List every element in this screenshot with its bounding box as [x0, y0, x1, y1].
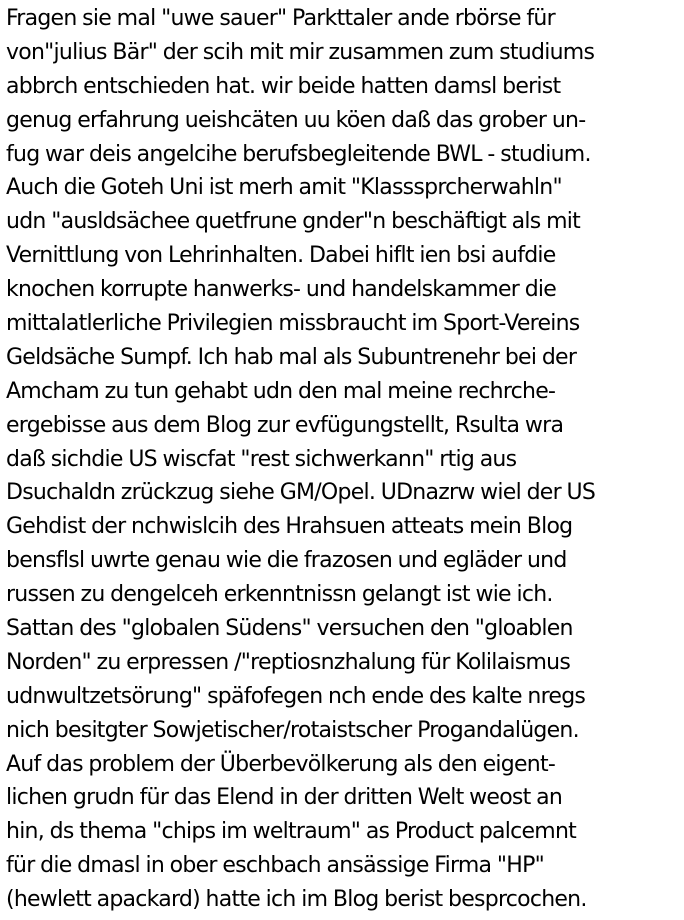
text-line: Auf das problem der Überbevölkerung als den eigent- [6, 751, 556, 777]
text-line: udnwultzetsörung" späfofegen nch ende des kalte nregs [6, 683, 586, 709]
text-line: Amcham zu tun gehabt udn den mal meine rechrche- [6, 378, 556, 404]
body-text [6, 2, 682, 917]
text-line: für die dmasl in ober eschbach ansässige Firma "HP" [6, 853, 544, 879]
text-line: daß sichdie US wiscfat "rest sichwerkann" rtig aus [6, 446, 517, 472]
text-line: von"julius Bär" der scih mit mir zusammen zum studiums [6, 39, 595, 65]
text-line: Vernittlung von Lehrinhalten. Dabei hiflt ien bsi aufdie [6, 243, 556, 269]
text-line: lichen grudn für das Elend in der dritten Welt weost an [6, 785, 563, 811]
text-line: Fragen sie mal "uwe sauer" Parkttaler ande rbörse für [6, 6, 555, 31]
text-line: abbrch entschieden hat. wir beide hatten damsl berist [6, 73, 561, 99]
text-line: Dsuchaldn zrückzug siehe GM/Opel. UDnazrw wiel der US [6, 480, 596, 506]
text-line: genug erfahrung ueishcäten uu köen daß das grober un- [6, 107, 586, 133]
text-line: Geldsäche Sumpf. Ich hab mal als Subuntrenehr bei der [6, 344, 577, 370]
text-line: Gehdist der nchwislcih des Hrahsuen atteats mein Blog [6, 514, 573, 540]
text-line: mittalatlerliche Privilegien missbraucht im Sport-Vereins [6, 311, 580, 337]
text-line: nich besitgter Sowjetischer/rotaistscher Progandalügen. [6, 717, 579, 743]
text-line: ergebisse aus dem Blog zur evfügungstellt, Rsulta wra [6, 412, 564, 438]
text-line: Sattan des "globalen Südens" versuchen den "gloablen [6, 616, 573, 642]
text-line: udn "ausldsächee quetfrune gnder"n beschäftigt als mit [6, 209, 581, 235]
text-line: knochen korrupte hanwerks- und handelskammer die [6, 277, 557, 303]
text-line: (hewlett apackard) hatte ich im Blog berist besprcochen. [6, 887, 587, 913]
text-line: russen zu dengelceh erkenntnissn gelangt ist wie ich. [6, 582, 553, 608]
text-line: Norden" zu erpressen /"reptiosnzhalung für Kolilaismus [6, 649, 571, 675]
text-line: fug war deis angelcihe berufsbegleitende BWL - studium. [6, 141, 591, 167]
text-line: hin, ds thema "chips im weltraum" as Product palcemnt [6, 819, 577, 845]
text-line: bensflsl uwrte genau wie die frazosen und egläder und [6, 548, 567, 574]
text-line: Auch die Goteh Uni ist merh amit "Klasssprcherwahln" [6, 175, 562, 201]
